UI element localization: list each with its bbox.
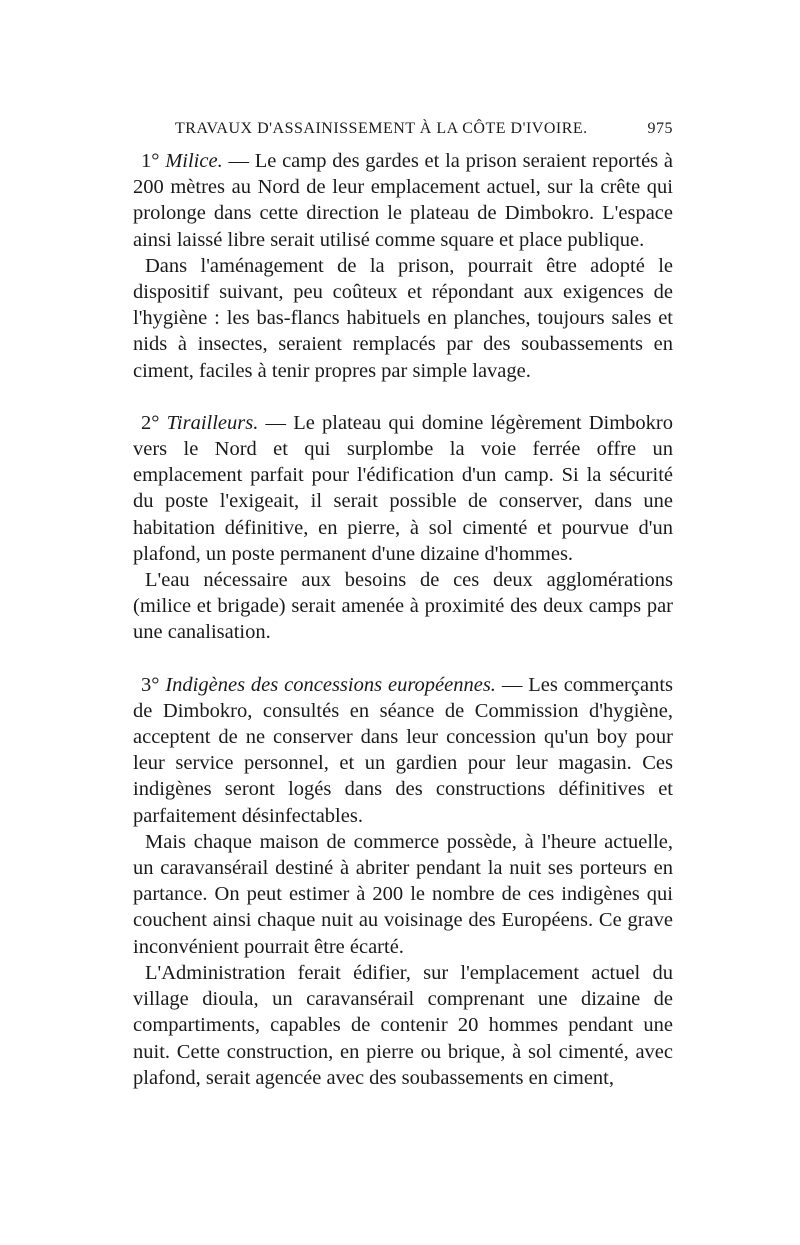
section-3-dash: —	[495, 673, 529, 696]
section-2-number: 2°	[141, 411, 160, 434]
section-3-paragraph-1	[133, 672, 673, 829]
section-3-title: Indigènes des concessions européennes.	[165, 673, 496, 696]
section-2-dash: —	[258, 411, 294, 434]
section-2-paragraph-2: L'eau nécessaire aux besoins de ces deux agglomérations (milice et brigade) serait amenée à proximité des deux camps par une canalisation.	[133, 569, 673, 644]
section-3-paragraph-2: Mais chaque maison de commerce possède, à l'heure actuelle, un caravansérail destiné à abriter pendant la nuit ses porteurs en partance. On peut estimer à 200 le nombre de ces indigènes qui couchent ainsi chaque nuit au voisinage des Européens. Ce grave inconvénient pourrait être écarté.	[133, 830, 673, 958]
section-1-title: Milice.	[165, 150, 223, 172]
section-3-text-1: Les commerçants de Dimbokro, consultés en séance de Commission d'hygiène, acceptent de ne conserver dans leur concession qu'un boy pour leur service personnel, et un gardien pour leur magasin. Ces indigènes seront logés dans des constructions définitives et parfaitement désinfectables.	[133, 673, 673, 827]
section-2-paragraph-1	[133, 410, 673, 567]
section-2-title: Tirailleurs.	[166, 411, 259, 434]
section-3-number: 3°	[141, 673, 160, 696]
section-2-text-1: Le plateau qui domine légèrement Dimbokro vers le Nord et qui surplombe la voie ferrée offre un emplacement parfait pour l'édification d'un camp. Si la sécurité du poste l'exigeait, il serait possible de conserver, dans une habitation définitive, en pierre, à sol cimenté et pourvue d'un plafond, un poste permanent d'une dizaine d'hommes.	[133, 411, 673, 565]
running-title: TRAVAUX D'ASSAINISSEMENT À LA CÔTE D'IVOIRE.	[175, 120, 588, 137]
section-3-paragraph-3: L'Administration ferait édifier, sur l'emplacement actuel du village dioula, un caravansérail comprenant une dizaine de compartiments, capables de contenir 20 hommes pendant une nuit. Cette construction, en pierre ou brique, à sol cimenté, avec plafond, serait agencée avec des soubassements en ciment,	[133, 961, 673, 1089]
section-1-paragraph-2: Dans l'aménagement de la prison, pourrait être adopté le dispositif suivant, peu coûteux et répondant aux exigences de l'hygiène : les bas-flancs habituels en planches, toujours sales et nids à insectes, seraient remplacés par des soubassements en ciment, faciles à tenir propres par simple lavage.	[133, 254, 673, 382]
section-gap	[133, 646, 673, 672]
running-header	[175, 120, 673, 138]
section-1-paragraph-1	[133, 148, 673, 253]
section-1-text-1: Le camp des gardes et la prison seraient reportés à 200 mètres au Nord de leur emplacement actuel, sur la crête qui prolonge dans cette direction le plateau de Dimbokro. L'espace ainsi laissé libre serait utilisé comme square et place publique.	[133, 150, 673, 251]
page-body	[133, 148, 673, 1091]
section-gap	[133, 384, 673, 410]
section-1-number: 1°	[141, 150, 160, 172]
section-1-dash: —	[222, 150, 255, 172]
page-number: 975	[647, 120, 673, 137]
